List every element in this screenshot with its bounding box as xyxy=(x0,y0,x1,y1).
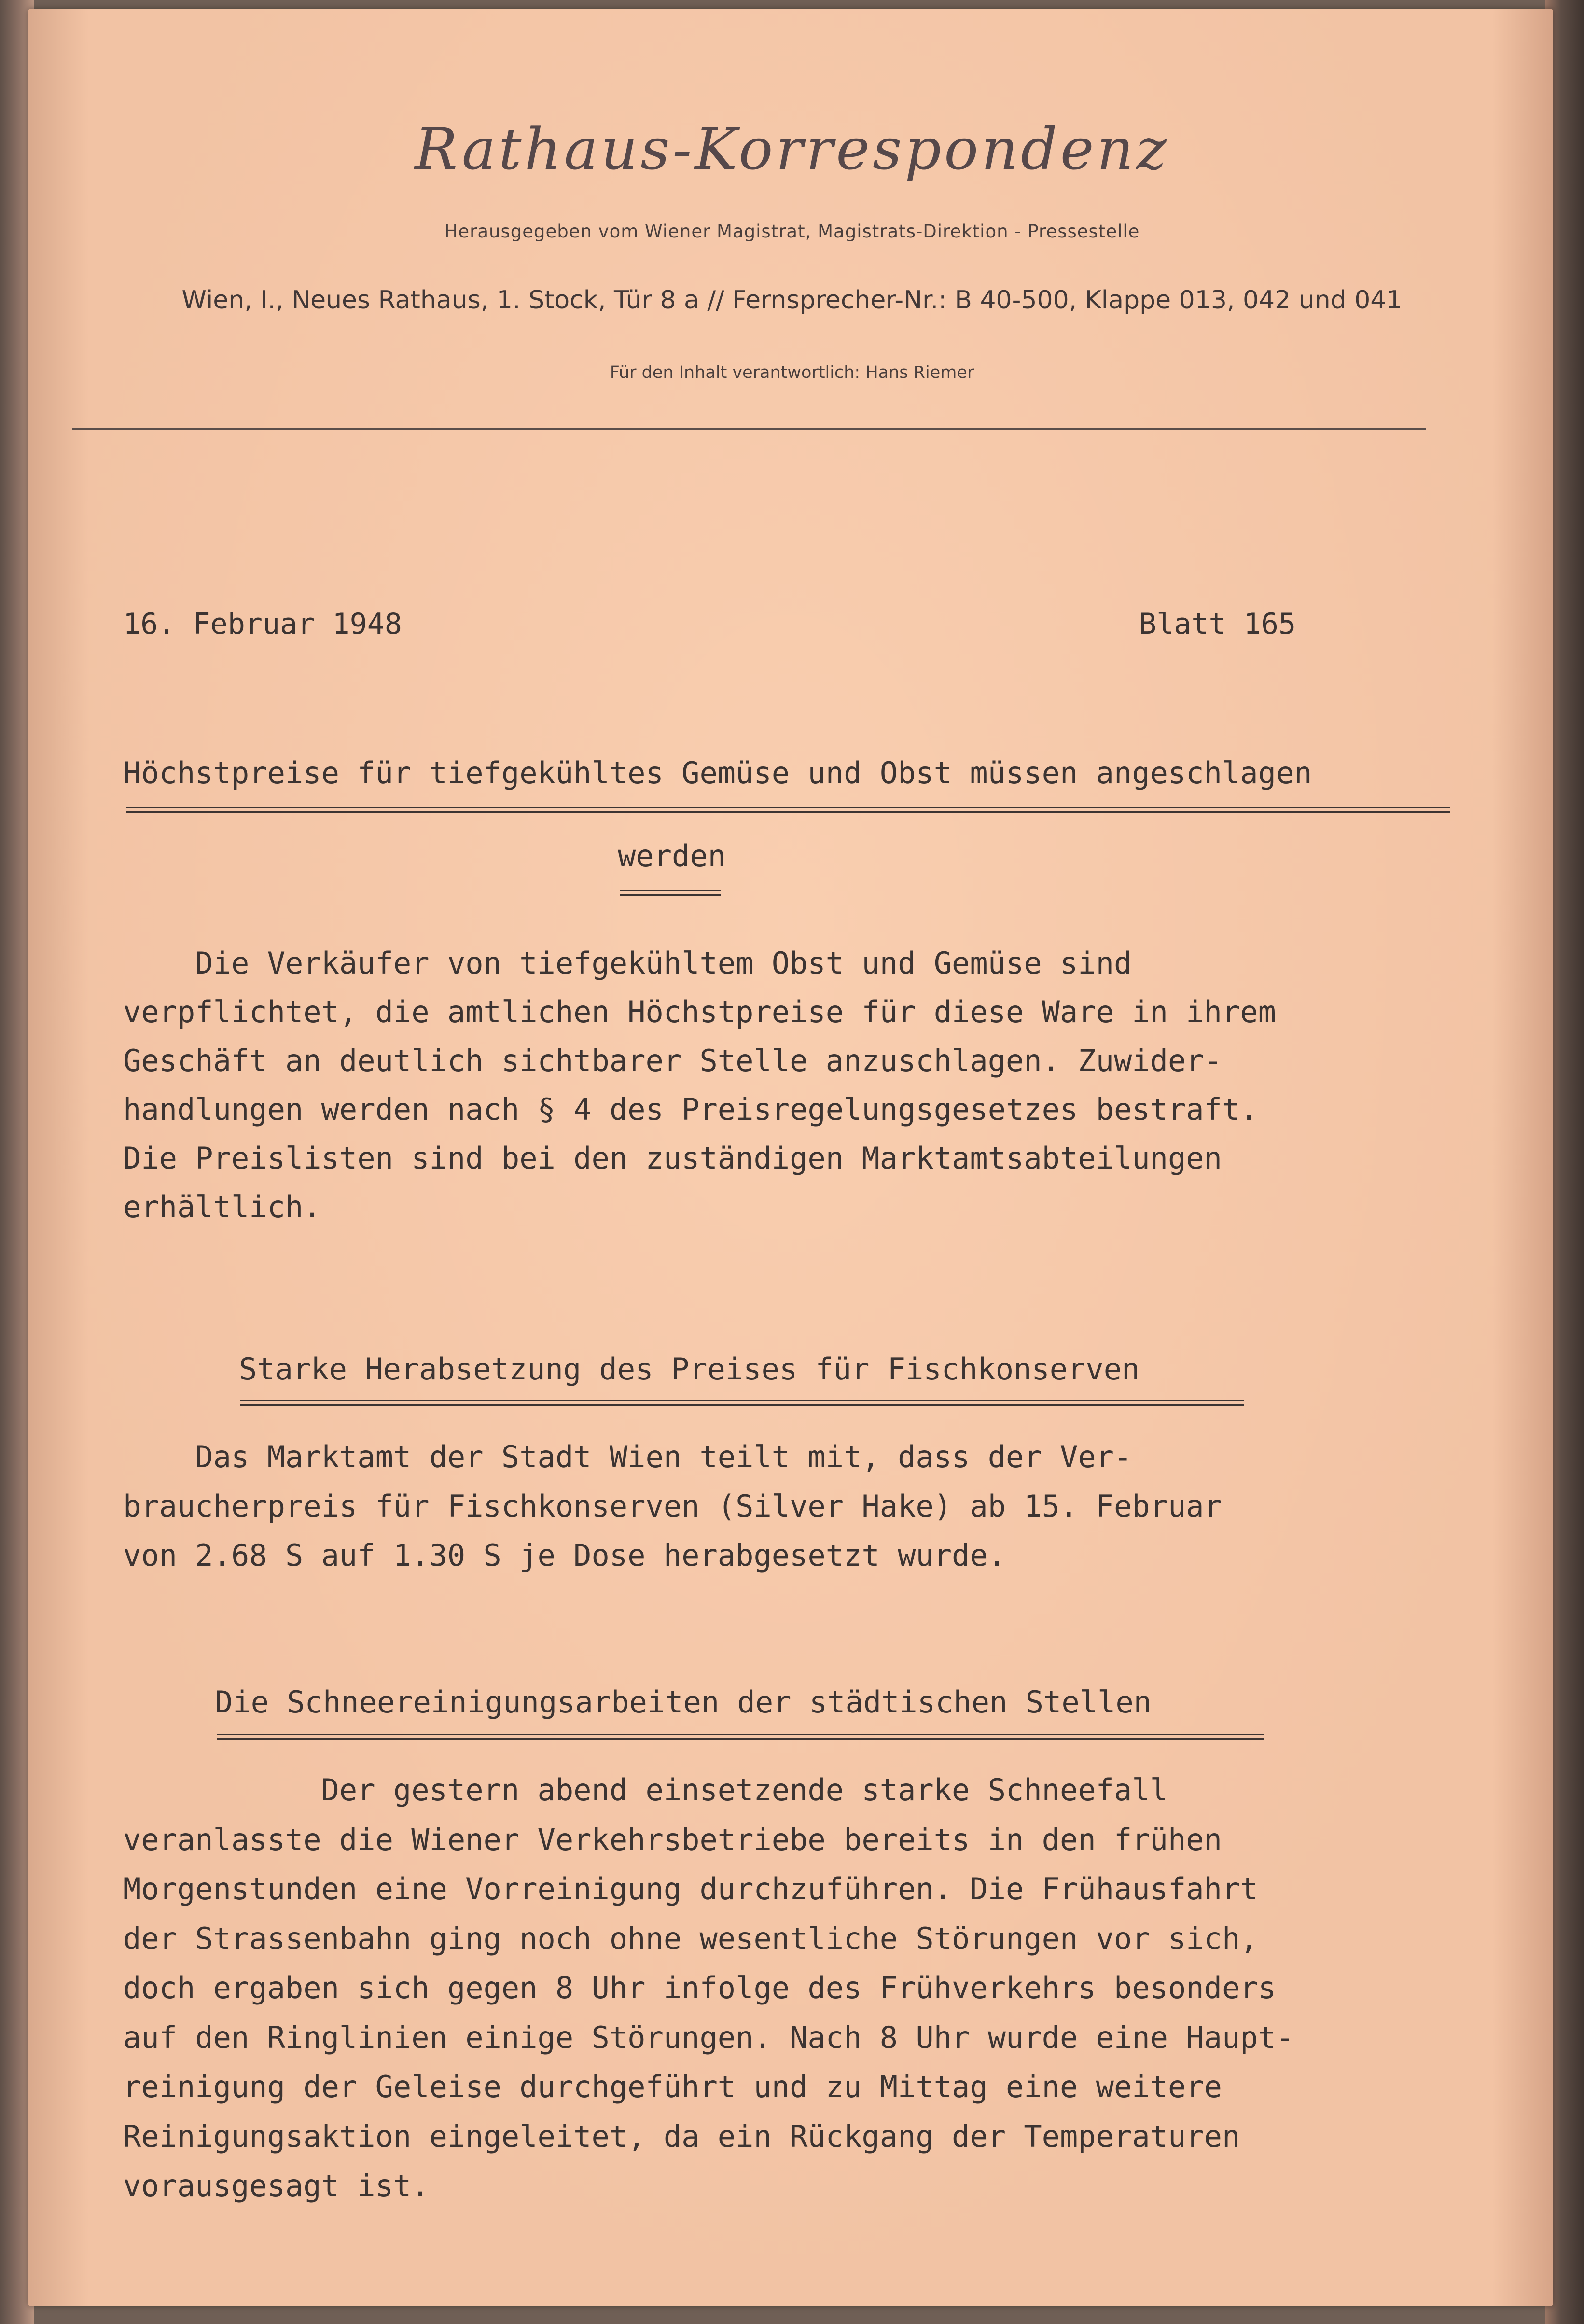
article-1-headline-underline xyxy=(126,807,1450,813)
masthead-rule xyxy=(72,428,1426,430)
article-3-headline-underline xyxy=(217,1734,1264,1740)
article-1-headline-underline-2 xyxy=(620,890,721,896)
article-1-headline-continued: werden xyxy=(618,838,726,874)
article-2-headline-underline xyxy=(240,1400,1244,1406)
masthead-address: Wien, I., Neues Rathaus, 1. Stock, Tür 8 a // Fernsprecher-Nr.: B 40-500, Klappe 013, 042 und 041 xyxy=(181,286,1403,315)
masthead-publisher: Herausgegeben vom Wiener Magistrat, Magistrats-Direktion - Pressestelle xyxy=(444,221,1140,242)
article-2-headline: Starke Herabsetzung des Preises für Fischkonserven xyxy=(239,1351,1140,1387)
document-date: 16. Februar 1948 xyxy=(123,607,402,641)
article-3-body: Der gestern abend einsetzende starke Schneefall veranlasste die Wiener Verkehrsbetriebe bereits in den frühen Morgenstunden eine Vorreinigung durchzuführen. Die Frühausfahrt der Strassenbahn ging noch ohne wesentliche Störungen vor sich, doch ergaben sich gegen 8 Uhr infolge des Frühverkehrs besonders auf den Ringlinien einige Störungen. Nach 8 Uhr wurde eine Haupt- reinigung der Geleise durchgeführt und zu Mittag eine weitere Reinigungsaktion eingeleitet, da ein Rückgang der Temperaturen vorausgesagt ist. xyxy=(123,1772,1294,2203)
article-1-headline: Höchstpreise für tiefgekühltes Gemüse und Obst müssen angeschlagen xyxy=(123,755,1312,791)
article-3-headline: Die Schneereinigungsarbeiten der städtischen Stellen xyxy=(215,1684,1152,1720)
article-1-body: Die Verkäufer von tiefgekühltem Obst und Gemüse sind verpflichtet, die amtlichen Höchstpreise für diese Ware in ihrem Geschäft an deutlich sichtbarer Stelle anzuschlagen. Zuwider- handlungen werden nach § 4 des Preisregelungsgesetzes bestraft. Die Preislisten sind bei den zuständigen Marktamtsabteilungen erhältlich. xyxy=(123,946,1276,1225)
article-2-body: Das Marktamt der Stadt Wien teilt mit, dass der Ver- braucherpreis für Fischkonserven (Silver Hake) ab 15. Februar von 2.68 S auf 1.30 S je Dose herabgesetzt wurde. xyxy=(123,1439,1222,1573)
sheet-number: Blatt 165 xyxy=(1139,607,1296,641)
masthead-title: Rathaus-Korrespondenz xyxy=(415,116,1169,182)
masthead-responsible: Für den Inhalt verantwortlich: Hans Riemer xyxy=(610,363,974,382)
